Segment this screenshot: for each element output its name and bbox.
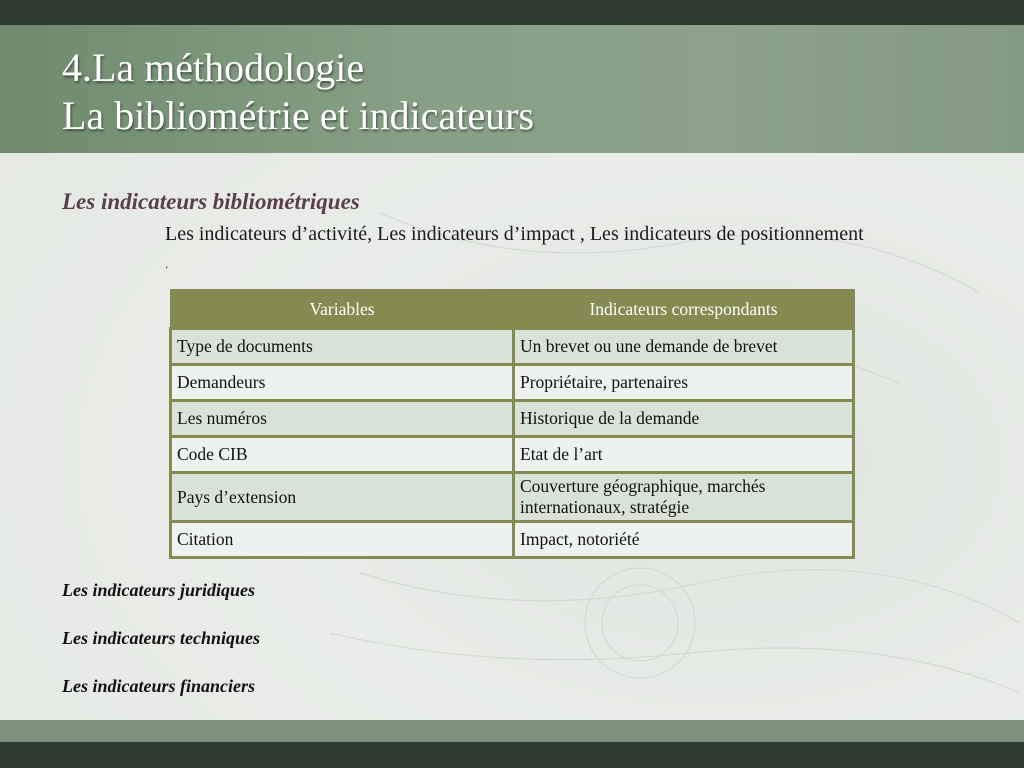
table-row <box>171 437 854 473</box>
indicators-table <box>169 289 855 559</box>
table-cell-variable: Code CIB <box>171 437 514 473</box>
table-row <box>171 401 854 437</box>
bottom-band <box>0 720 1024 742</box>
table-cell-indicator: Historique de la demande <box>514 401 854 437</box>
table-cell-variable: Citation <box>171 522 514 558</box>
header-indicators: Indicateurs correspondants <box>514 290 854 329</box>
technical-indicators-heading: Les indicateurs techniques <box>62 628 261 648</box>
table-header-row <box>171 290 854 329</box>
table-row <box>171 329 854 365</box>
title-line-2: La bibliométrie et indicateurs <box>62 93 535 138</box>
table-cell-indicator: Impact, notoriété <box>514 522 854 558</box>
bottom-bar <box>0 742 1024 768</box>
section-heading: Les indicateurs bibliométriques <box>62 189 360 214</box>
table-row <box>171 473 854 522</box>
table-row <box>171 522 854 558</box>
section-paragraph <box>165 220 865 278</box>
table-cell-variable: Pays d’extension <box>171 473 514 522</box>
paragraph-text: Les indicateurs d’activité, Les indicateurs d’impact , Les indicateurs de positionnement <box>165 223 864 245</box>
title-line-1: 4.La méthodologie <box>62 45 365 90</box>
financial-indicators-heading: Les indicateurs financiers <box>62 676 256 696</box>
table-cell-indicator: Couverture géographique, marchés internationaux, stratégie <box>514 473 854 522</box>
paragraph-end: . <box>165 256 169 271</box>
table-row <box>171 365 854 401</box>
table-cell-variable: Demandeurs <box>171 365 514 401</box>
slide-title <box>62 44 534 140</box>
header-variables: Variables <box>171 290 514 329</box>
table-cell-indicator: Propriétaire, partenaires <box>514 365 854 401</box>
table-cell-variable: Les numéros <box>171 401 514 437</box>
table-cell-variable: Type de documents <box>171 329 514 365</box>
legal-indicators-heading: Les indicateurs juridiques <box>62 580 256 600</box>
table-cell-indicator: Un brevet ou une demande de brevet <box>514 329 854 365</box>
top-bar <box>0 0 1024 25</box>
table-cell-indicator: Etat de l’art <box>514 437 854 473</box>
